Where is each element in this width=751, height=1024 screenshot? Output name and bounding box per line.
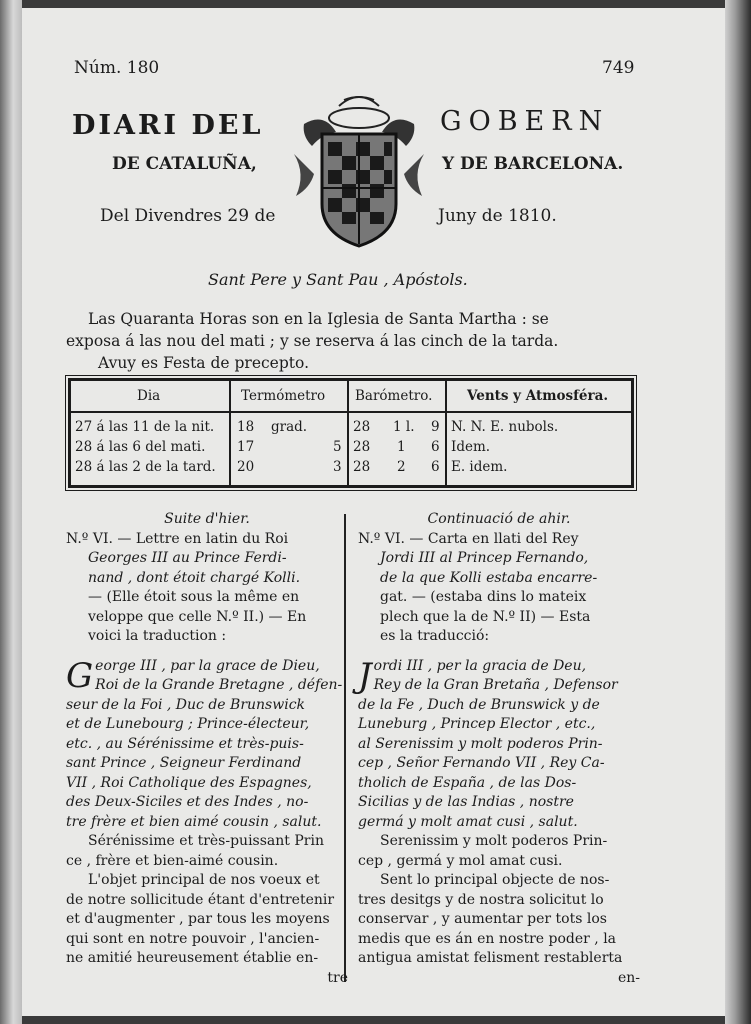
left-body-line: tre frère et bien aimé cousin , salut. [66,813,322,830]
book-edge-right [725,0,751,1024]
row-temp-fraction: 3 [333,459,342,475]
right-body-line: cep , germá y mol amat cusi. [358,852,563,869]
row-wind: N. N. E. nubols. [451,419,559,435]
left-body-line: L'objet principal de nos voeux et [88,872,320,888]
left-catchword: tre [327,969,348,986]
left-heading: Suite d'hier. [164,511,250,527]
right-body-line: de la Fe , Duch de Brunswick y de [358,696,600,713]
row-wind: E. idem. [451,459,508,475]
left-body-line: qui sont en notre pouvoir , l'ancien- [66,930,320,947]
right-intro-line: Jordi III al Princep Fernando, [380,550,589,566]
weather-table-header [71,388,631,408]
row-baro-point: 9 [431,419,440,435]
left-body-line: et de Lunebourg ; Prince-électeur, [66,716,310,732]
left-intro-line [66,530,348,550]
masthead-title-left: DIARI DEL [72,110,264,141]
right-body-line: Sicilias y de las Indias , nostre [358,794,574,810]
left-intro-line: — (Elle étoit sous la même en [88,589,300,605]
masthead-title-right: GOBERN [440,106,610,137]
date-right: Juny de 1810. [438,206,557,226]
right-dropcap: J [358,655,372,696]
left-intro-line: veloppe que celle N.º II.) — En [88,608,307,625]
left-body-line: seur de la Foi , Duc de Brunswick [66,696,306,713]
issue-number: Núm. 180 [74,58,160,78]
left-body-line: de notre sollicitude étant d'entretenir [66,891,335,908]
header-thermometer: Termómetro [241,388,326,404]
row-temp: 20 [237,459,255,475]
table-row [71,419,631,439]
right-body-line: Rey de la Gran Bretaña , Defensor [373,677,618,693]
left-column-french [66,510,348,988]
left-body-line: etc. , au Sérénissime et très-puis- [66,735,304,752]
row-baro-inch: 28 [353,459,371,475]
right-body-line: medis que es án en nostre poder , la [358,930,617,947]
left-body-line: ne amitié heureusement établie en- [66,950,319,966]
book-spine-left [0,0,22,1024]
right-intro-line: plech que la de N.º II) — Esta [380,608,591,625]
header-barometer: Barómetro. [355,388,433,404]
right-body-line: cep , Señor Fernando VII , Rey Ca- [358,755,605,771]
row-dia: 28 á las 6 del mati. [75,439,206,455]
left-intro-text: N.º VI. — Lettre en latin du Roi [66,530,289,547]
row-baro-line: 2 [397,459,406,475]
page-number: 749 [602,58,635,78]
feast-notice: Avuy es Festa de precepto. [98,354,309,372]
right-intro-line: gat. — (estaba dins lo mateix [380,589,587,605]
left-body-line: VII , Roi Catholique des Espagnes, [66,774,312,791]
row-temp: 18 [237,419,255,435]
row-baro-line: 1 [397,439,406,455]
left-body-line: ce , frère et bien-aimé cousin. [66,852,279,869]
right-body-line: al Serenissim y molt poderos Prin- [358,735,603,752]
row-dia: 28 á las 2 de la tard. [75,459,216,475]
right-intro-line: de la que Kolli estaba encarre- [380,569,598,586]
right-body-line: Serenissim y molt poderos Prin- [380,833,608,849]
weather-table [68,378,634,488]
row-baro-inch: 28 [353,419,371,435]
saints-of-the-day: Sant Pere y Sant Pau , Apóstols. [208,270,468,289]
row-temp: 17 [237,439,255,455]
table-row [71,459,631,479]
forty-hours-line-2: exposa á las nou del mati ; y se reserva á las cinch de la tarda. [66,332,559,350]
right-body-line: conservar , y aumentar per tots los [358,911,607,927]
coat-of-arms-icon [284,84,434,252]
row-dia: 27 á las 11 de la nit. [75,419,215,435]
right-intro-line: N.º VI. — Carta en llati del Rey [358,530,579,547]
left-dropcap: G [66,655,94,696]
right-intro-line: es la traducció: [380,628,490,644]
row-temp-unit: grad. [271,419,308,435]
table-row [71,439,631,459]
left-body-line: eorge III , par la grace de Dieu, [95,657,320,674]
left-intro-line: voici la traduction : [88,628,227,644]
right-body-line: tholich de España , de las Dos- [358,774,577,791]
date-left: Del Divendres 29 de [100,206,276,226]
left-body-line: sant Prince , Seigneur Ferdinand [66,755,302,771]
left-body-line: des Deux-Siciles et des Indes , no- [66,794,309,810]
right-body-line: tres desitgs y de nostra solicitut lo [358,891,604,908]
left-intro-line: nand , dont étoit chargé Kolli. [88,569,301,586]
row-wind: Idem. [451,439,491,455]
left-intro-line: Georges III au Prince Ferdi- [88,550,287,566]
header-dia: Dia [137,388,161,404]
right-body-line: antigua amistat felisment restablerta [358,950,623,966]
row-baro-line: 1 l. [393,419,415,435]
right-body-line: ordi III , per la gracia de Deu, [373,657,587,674]
row-baro-point: 6 [431,459,440,475]
right-column-catalan [358,510,640,988]
forty-hours-line-1: Las Quaranta Horas son en la Iglesia de Santa Martha : se [88,310,549,328]
masthead-subtitle-left: DE CATALUÑA, [112,154,257,174]
row-baro-point: 6 [431,439,440,455]
header-winds: Vents y Atmosféra. [467,388,609,404]
right-heading: Continuació de ahir. [427,511,571,527]
row-baro-inch: 28 [353,439,371,455]
newspaper-page [22,8,725,1016]
left-body-line: Sérénissime et très-puissant Prin [88,833,324,849]
masthead-subtitle-right: Y DE BARCELONA. [442,154,624,174]
right-body-line: Sent lo principal objecte de nos- [380,872,610,888]
right-catchword: en- [617,969,640,986]
right-body-line: Luneburg , Princep Elector , etc., [358,716,596,732]
left-body-line: Roi de la Grande Bretagne , défen- [95,677,343,693]
right-body-line: germá y molt amat cusi , salut. [358,813,578,830]
row-temp-fraction: 5 [333,439,342,455]
left-body-line: et d'augmenter , par tous les moyens [66,911,330,927]
